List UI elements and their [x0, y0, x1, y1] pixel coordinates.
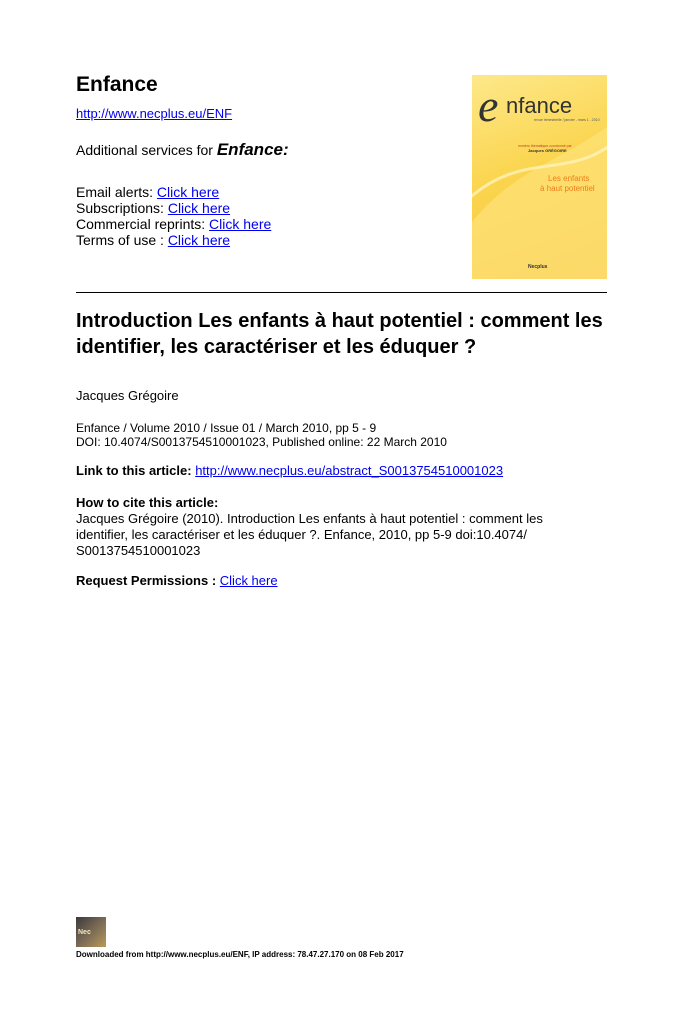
article-link-label: Link to this article:: [76, 463, 196, 478]
service-commercial-reprints: [76, 216, 271, 232]
service-terms-of-use: [76, 232, 271, 248]
cover-theme-line2: à haut potentiel: [540, 184, 595, 193]
article-link-row: [76, 463, 503, 478]
permissions-label: Request Permissions :: [76, 573, 220, 588]
additional-journal-name: Enfance:: [216, 140, 289, 159]
article-abstract-link[interactable]: http://www.necplus.eu/abstract_S0013754510001023: [195, 463, 504, 478]
cover-theme-line1: Les enfants: [548, 174, 590, 183]
header-divider: [76, 292, 607, 293]
download-info: Downloaded from http://www.necplus.eu/ENF, IP address: 78.47.27.170 on 08 Feb 2017: [76, 950, 404, 959]
email-alerts-link[interactable]: Click here: [156, 184, 220, 200]
cite-heading: How to cite this article:: [76, 495, 219, 510]
service-label: Subscriptions:: [76, 200, 168, 216]
cover-logo-rest: nfance: [506, 93, 573, 118]
cover-publisher: Necplus: [528, 264, 548, 270]
issue-line: Enfance / Volume 2010 / Issue 01 / March 2010, pp 5 - 9: [76, 421, 377, 435]
additional-services: [76, 140, 289, 160]
article-title: Introduction Les enfants à haut potentiel : comment les identifier, les caractériser et les éduquer ?: [76, 310, 603, 358]
journal-url-link[interactable]: http://www.necplus.eu/ENF: [76, 106, 233, 121]
permissions-row: [76, 573, 278, 588]
cite-text: Jacques Grégoire (2010). Introduction Les enfants à haut potentiel : comment les identifier, les caractériser et les éduquer ?. Enfance, 2010, pp 5-9 doi:10.4074/ S0013754510001023: [76, 511, 543, 558]
cover-coordinator-line: numéro thématique coordonné par: [518, 144, 572, 148]
cover-swoosh: [472, 115, 607, 279]
service-label: Terms of use :: [76, 232, 168, 248]
publisher-logo-art: [76, 917, 106, 947]
doi-line: DOI: 10.4074/S0013754510001023, Published online: 22 March 2010: [76, 435, 447, 449]
publisher-logo: [76, 917, 106, 947]
service-email-alerts: [76, 184, 271, 200]
journal-title: Enfance: [76, 73, 158, 96]
service-subscriptions: [76, 200, 271, 216]
services-list: [76, 184, 271, 248]
journal-cover-image: [472, 75, 607, 279]
additional-prefix: Additional services for: [76, 142, 217, 158]
article-author: Jacques Grégoire: [76, 388, 179, 403]
cover-artwork: [472, 75, 607, 279]
cover-issue-line: revue trimestrielle / janvier - mars 1 - 2010: [534, 118, 600, 122]
publisher-logo-text: Nec: [78, 929, 91, 936]
service-label: Commercial reprints:: [76, 216, 210, 232]
service-label: Email alerts:: [76, 184, 157, 200]
cover-coordinator-name: Jacques GRÉGOIRE: [528, 148, 567, 153]
terms-of-use-link[interactable]: Click here: [167, 232, 231, 248]
permissions-link[interactable]: Click here: [219, 573, 278, 588]
subscriptions-link[interactable]: Click here: [167, 200, 231, 216]
cover-logo-e: e: [478, 80, 499, 131]
commercial-reprints-link[interactable]: Click here: [209, 216, 272, 232]
